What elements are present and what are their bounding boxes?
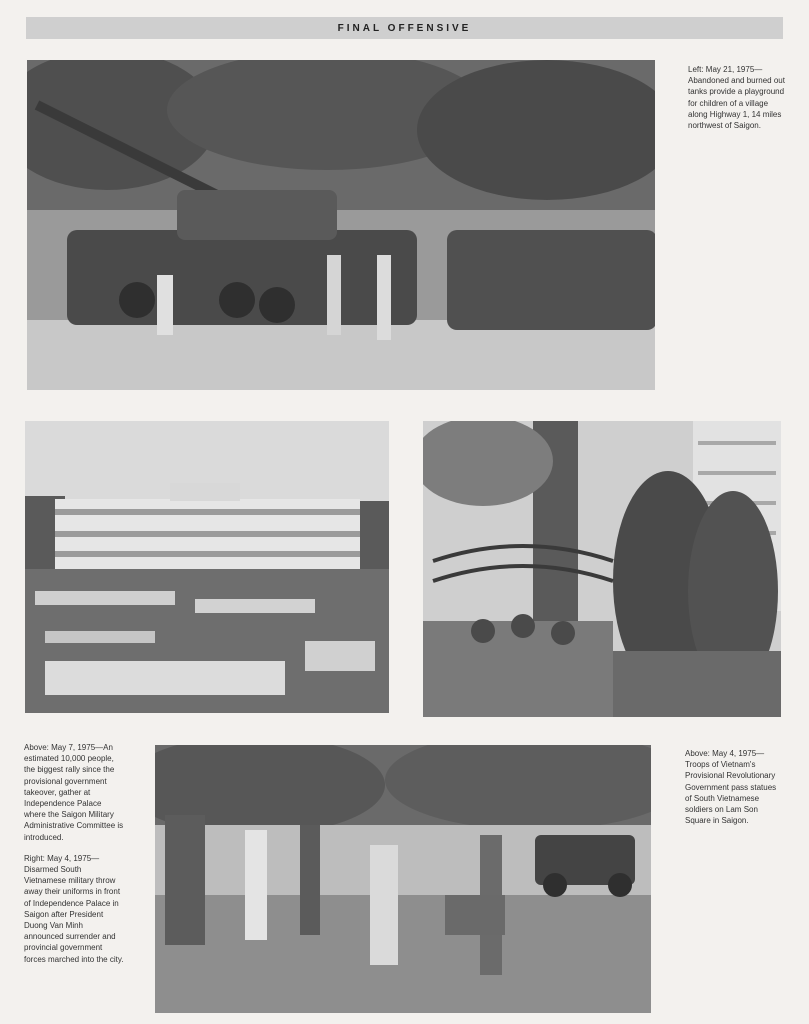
- photo-disarmed: [155, 745, 651, 1013]
- header-bar: [26, 17, 783, 39]
- caption-disarmed: Right: May 4, 1975—Disarmed South Vietnamese military throw away their uniforms in front of Independence Palace in Saigon after President Duong Van Minh announced surrender and provincial government forces marched into the city.: [24, 853, 124, 964]
- photo-statues: [423, 421, 781, 717]
- caption-tanks: Left: May 21, 1975—Abandoned and burned out tanks provide a playground for children of a village along Highway 1, 14 miles northwest of Saigon.: [688, 65, 785, 131]
- page-title: FINAL OFFENSIVE: [337, 22, 472, 34]
- photo-tanks: [27, 60, 655, 390]
- photo-rally: [25, 421, 389, 713]
- caption-statues: Above: May 4, 1975—Troops of Vietnam's Provisional Revolutionary Government pass statues of South Vietnamese soldiers on Lam Son Square in Saigon.: [685, 749, 777, 826]
- caption-rally: Above: May 7, 1975—An estimated 10,000 people, the biggest rally since the provisional government takeover, gather at Independence Palace where the Saigon Military Administrative Committee is introduced. Right: May 4, 1975—Disarmed South Vietnamese military throw away their uniforms in front of Independence Palace in Saigon after President Duong Van Minh announced surrender and provincial government forces marched into the city.: [24, 743, 124, 964]
